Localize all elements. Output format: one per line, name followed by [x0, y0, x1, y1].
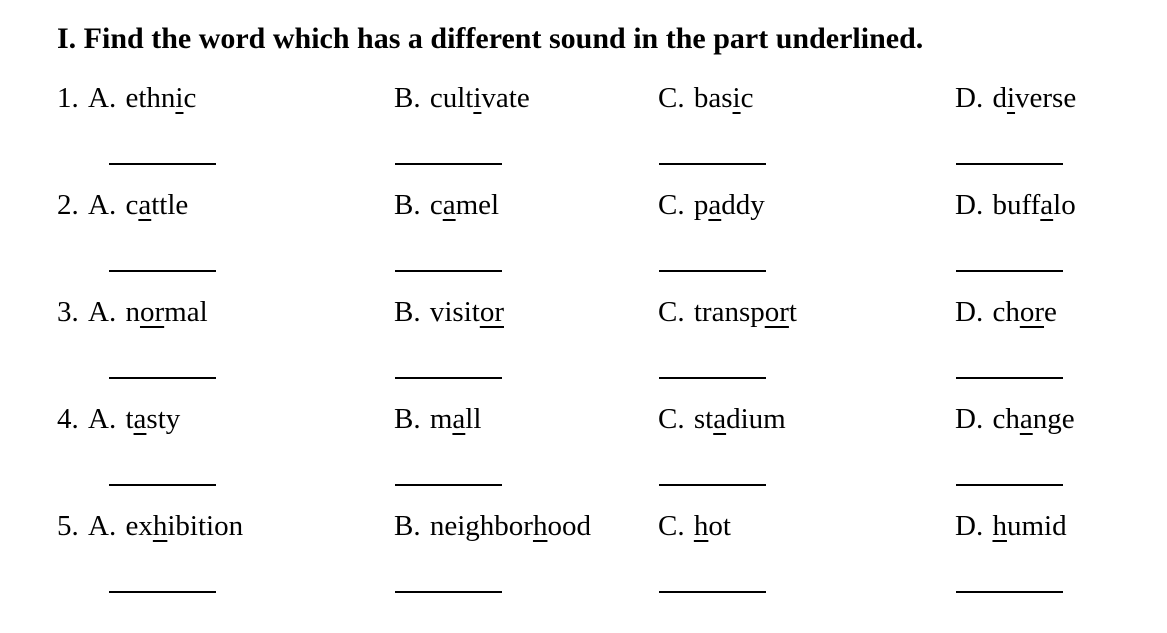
option: [394, 400, 658, 438]
question-row: [57, 79, 1167, 117]
option: [57, 293, 394, 331]
underlined-letters: h: [532, 510, 548, 542]
option-word: stadium: [693, 403, 786, 435]
underlined-letters: a: [1019, 403, 1033, 435]
option-label: D.: [955, 189, 984, 221]
option: [658, 79, 955, 117]
option: [955, 79, 1164, 117]
underlined-letters: a: [708, 189, 722, 221]
answer-blank-line: [109, 484, 216, 486]
option-word: normal: [125, 296, 208, 328]
answer-blank-line: [659, 377, 766, 379]
option: [658, 186, 955, 224]
option-label: D.: [955, 82, 984, 114]
answer-blank-line: [395, 484, 502, 486]
question-row: [57, 507, 1167, 545]
option: [658, 507, 955, 545]
underlined-letters: or: [1019, 296, 1045, 328]
option: [394, 293, 658, 331]
option-word: cultivate: [429, 82, 530, 114]
option-word: camel: [429, 189, 500, 221]
option: [955, 186, 1164, 224]
answer-blank-line: [109, 591, 216, 593]
answer-blank-line: [109, 377, 216, 379]
option: [955, 507, 1164, 545]
option-word: tasty: [125, 403, 181, 435]
option-label: A.: [88, 296, 117, 328]
answer-blank-line: [109, 163, 216, 165]
option-word: neighborhood: [429, 510, 591, 542]
underlined-letters: i: [1006, 82, 1016, 114]
option-label: A.: [88, 82, 117, 114]
answer-blank-row: [57, 377, 1167, 379]
option: [658, 400, 955, 438]
option: [394, 79, 658, 117]
answer-blank-row: [57, 591, 1167, 593]
option-label: C.: [658, 403, 685, 435]
answer-blank-line: [659, 270, 766, 272]
option-word: diverse: [992, 82, 1077, 114]
option-word: transport: [693, 296, 797, 328]
answer-blank-line: [395, 377, 502, 379]
underlined-letters: a: [713, 403, 727, 435]
underlined-letters: a: [442, 189, 456, 221]
option: [57, 507, 394, 545]
option-label: A.: [88, 403, 117, 435]
underlined-letters: i: [473, 82, 482, 114]
underlined-letters: or: [139, 296, 165, 328]
option: [955, 400, 1164, 438]
question-number: 1.: [57, 82, 79, 114]
option: [658, 293, 955, 331]
option-word: ethnic: [125, 82, 197, 114]
underlined-letters: h: [152, 510, 168, 542]
underlined-letters: i: [175, 82, 184, 114]
underlined-letters: a: [1040, 189, 1054, 221]
option-word: exhibition: [125, 510, 244, 542]
option-label: C.: [658, 296, 685, 328]
option: [57, 79, 394, 117]
option-label: C.: [658, 510, 685, 542]
option-label: B.: [394, 189, 421, 221]
option: [394, 186, 658, 224]
underlined-letters: h: [693, 510, 709, 542]
question-row: [57, 400, 1167, 438]
option-label: B.: [394, 296, 421, 328]
option-word: buffalo: [992, 189, 1076, 221]
underlined-letters: h: [992, 510, 1007, 542]
answer-blank-row: [57, 163, 1167, 165]
underlined-letters: or: [764, 296, 789, 328]
option-label: B.: [394, 510, 421, 542]
option-label: D.: [955, 403, 984, 435]
option-label: C.: [658, 189, 685, 221]
underlined-letters: a: [138, 189, 152, 221]
option-label: D.: [955, 296, 984, 328]
option-word: mall: [429, 403, 482, 435]
option: [955, 293, 1164, 331]
option-word: cattle: [125, 189, 189, 221]
question-number: 4.: [57, 403, 79, 435]
underlined-letters: a: [133, 403, 147, 435]
answer-blank-line: [956, 377, 1063, 379]
answer-blank-row: [57, 270, 1167, 272]
option-label: A.: [88, 510, 117, 542]
question-number: 2.: [57, 189, 79, 221]
option-word: chore: [992, 296, 1057, 328]
question-row: [57, 293, 1167, 331]
question-number: 3.: [57, 296, 79, 328]
option-label: A.: [88, 189, 117, 221]
option-label: D.: [955, 510, 984, 542]
option-label: B.: [394, 403, 421, 435]
option-label: B.: [394, 82, 421, 114]
answer-blank-line: [956, 270, 1063, 272]
answer-blank-line: [956, 591, 1063, 593]
option-word: hot: [693, 510, 731, 542]
question-number: 5.: [57, 510, 79, 542]
underlined-letters: or: [479, 296, 504, 328]
option-word: paddy: [693, 189, 765, 221]
answer-blank-line: [109, 270, 216, 272]
answer-blank-row: [57, 484, 1167, 486]
answer-blank-line: [659, 484, 766, 486]
underlined-letters: a: [452, 403, 466, 435]
answer-blank-line: [659, 163, 766, 165]
section-title: I. Find the word which has a different sound in the part underlined.: [57, 22, 924, 55]
answer-blank-line: [659, 591, 766, 593]
option-word: humid: [992, 510, 1067, 542]
answer-blank-line: [956, 163, 1063, 165]
answer-blank-line: [395, 163, 502, 165]
answer-blank-line: [395, 270, 502, 272]
answer-blank-line: [956, 484, 1063, 486]
option-word: basic: [693, 82, 754, 114]
answer-blank-line: [395, 591, 502, 593]
question-row: [57, 186, 1167, 224]
option: [57, 186, 394, 224]
option-word: visitor: [429, 296, 504, 328]
option: [394, 507, 658, 545]
option-word: change: [992, 403, 1075, 435]
option-label: C.: [658, 82, 685, 114]
underlined-letters: i: [732, 82, 741, 114]
option: [57, 400, 394, 438]
